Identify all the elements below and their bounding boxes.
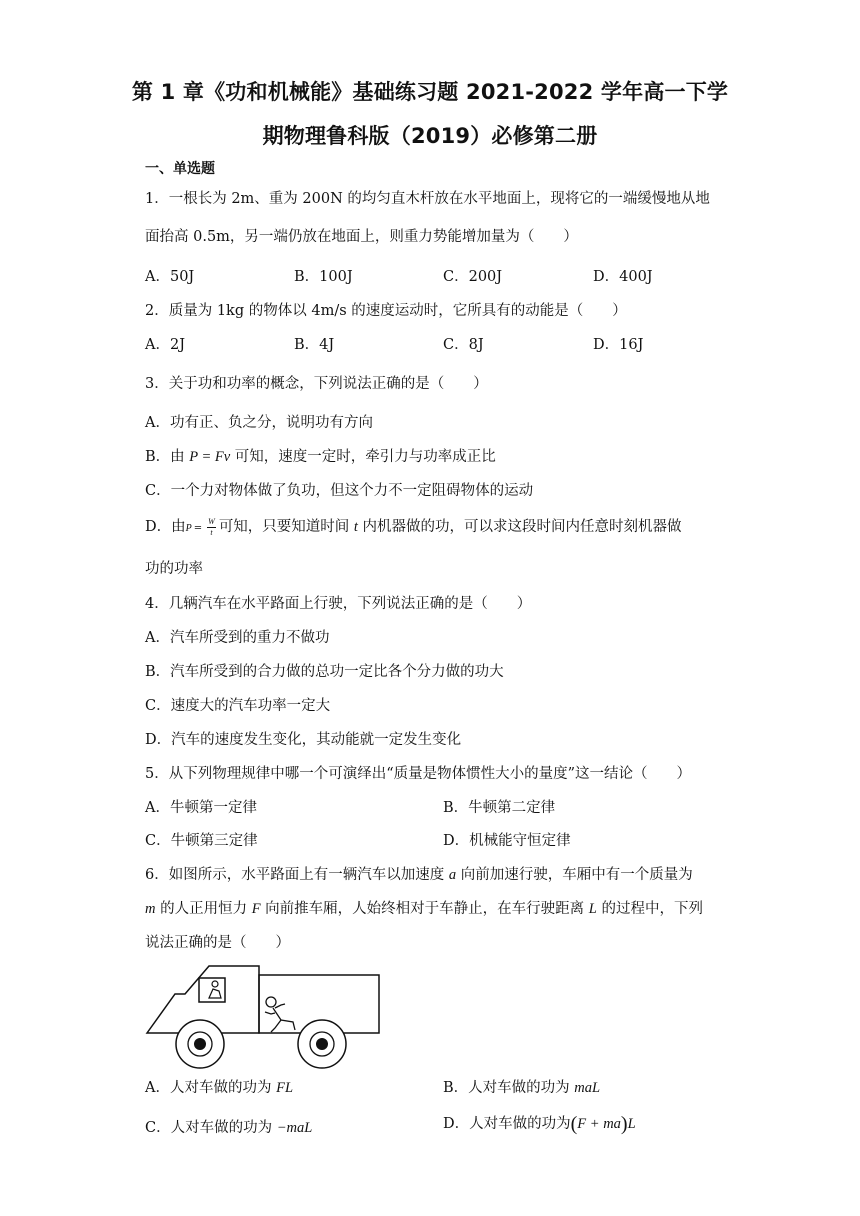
q3-option-d-prefix: D．由 [145, 519, 186, 535]
q3-option-d-fraction-numerator: W [208, 516, 215, 526]
truck-figure [143, 958, 383, 1088]
q6-option-d-close-paren: ) [620, 1113, 628, 1135]
q6-var-m: m [145, 901, 156, 917]
q6-option-d-open-paren: ( [570, 1113, 578, 1135]
front-wheel [176, 1020, 224, 1068]
q6-stem-1a: 6．如图所示，水平路面上有一辆汽车以加速度 [145, 867, 449, 883]
q5-option-a: A．牛顿第一定律 [145, 800, 257, 816]
q6-var-f: F [251, 901, 261, 917]
document-title-line-1: 第 1 章《功和机械能》基础练习题 2021-2022 学年高一下学 [131, 80, 729, 104]
q3-option-a: A．功有正、负之分，说明功有方向 [145, 415, 373, 431]
q6-option-d-math-inner: F + ma [577, 1116, 621, 1132]
q5-option-c: C．牛顿第三定律 [145, 833, 258, 849]
q4-option-c: C．速度大的汽车功率一定大 [145, 698, 331, 714]
q3-option-d-line-1 [145, 515, 682, 538]
q2-stem: 2．质量为 1kg 的物体以 4m/s 的速度运动时，它所具有的动能是（ ） [145, 303, 627, 319]
q6-option-c [145, 1116, 312, 1137]
q2-option-c: C．8J [443, 337, 484, 353]
q1-option-a: A．50J [145, 269, 195, 285]
q3-option-b [145, 445, 496, 466]
rear-wheel [298, 1020, 346, 1068]
q6-var-a: a [448, 867, 457, 883]
q1-option-c: C．200J [443, 269, 503, 285]
driver-icon [209, 981, 221, 998]
q3-option-b-suffix: 可知，速度一定时，牵引力与功率成正比 [230, 449, 496, 465]
q6-stem-1b: 向前加速行驶，车厢中有一个质量为 [456, 867, 693, 883]
q4-stem: 4．几辆汽车在水平路面上行驶，下列说法正确的是（ ） [145, 596, 532, 612]
q6-option-c-math: −maL [276, 1120, 313, 1136]
q1-stem-line-2: 面抬高 0.5m，另一端仍放在地面上，则重力势能增加量为（ ） [145, 229, 578, 245]
q3-option-d-fraction-denominator: t [210, 527, 213, 537]
section-heading: 一、单选题 [145, 161, 215, 177]
q6-option-b [443, 1076, 600, 1097]
document-title-line-2: 期物理鲁科版（2019）必修第二册 [262, 124, 598, 148]
q6-option-d [443, 1112, 636, 1136]
pushing-person-icon [265, 997, 295, 1032]
q3-option-d-mid-2: 内机器做的功，可以求这段时间内任意时刻机器做 [357, 519, 682, 535]
q6-stem-2a: 的人正用恒力 [155, 901, 252, 917]
q3-option-b-prefix: B．由 [145, 449, 190, 465]
q2-option-d: D．16J [593, 337, 644, 353]
q3-option-c: C．一个力对物体做了负功，但这个力不一定阻碍物体的运动 [145, 483, 534, 499]
q6-stem-line-1 [145, 863, 693, 884]
q4-option-d: D．汽车的速度发生变化，其动能就一定发生变化 [145, 732, 462, 748]
truck-body [147, 966, 379, 1033]
q5-stem: 5．从下列物理规律中哪一个可演绎出“质量是物体惯性大小的量度”这一结论（ ） [145, 766, 692, 782]
q1-option-d: D．400J [593, 269, 653, 285]
q6-option-c-text: C．人对车做的功为 [145, 1120, 277, 1136]
q4-option-a: A．汽车所受到的重力不做功 [145, 630, 330, 646]
q3-stem: 3．关于功和功率的概念，下列说法正确的是（ ） [145, 376, 488, 392]
q6-option-b-math: maL [574, 1080, 601, 1096]
q5-option-d: D．机械能守恒定律 [443, 833, 571, 849]
q3-option-d-fraction [207, 517, 216, 538]
q6-option-a [145, 1076, 293, 1097]
q6-stem-2c: 的过程中，下列 [596, 901, 703, 917]
q6-stem-line-3: 说法正确的是（ ） [145, 935, 290, 951]
q6-stem-line-2 [145, 897, 703, 918]
q2-option-a: A．2J [145, 337, 186, 353]
q6-option-d-math-tail: L [627, 1116, 636, 1132]
q6-option-a-math: FL [276, 1080, 294, 1096]
q1-stem-line-1: 1．一根长为 2m、重为 200N 的均匀直木杆放在水平地面上，现将它的一端缓慢地从地 [145, 191, 710, 207]
q3-option-d-line-2: 功的功率 [145, 561, 203, 577]
q3-option-b-formula: P = Fv [189, 449, 231, 465]
q6-stem-2b: 向前推车厢，人始终相对于车静止，在车行驶距离 [260, 901, 589, 917]
q1-option-b: B．100J [294, 269, 353, 285]
q6-option-a-text: A．人对车做的功为 [145, 1080, 277, 1096]
q6-option-d-text: D．人对车做的功为 [443, 1116, 571, 1132]
q3-option-d-t: t [353, 519, 358, 535]
q3-option-d-mid-1: 可知，只要知道时间 [218, 519, 354, 535]
q6-option-b-text: B．人对车做的功为 [443, 1080, 575, 1096]
q4-option-b: B．汽车所受到的合力做的总功一定比各个分力做的功大 [145, 664, 504, 680]
q6-var-l: L [588, 901, 597, 917]
q3-option-d-formula-eq: = [193, 523, 203, 534]
q2-option-b: B．4J [294, 337, 335, 353]
q5-option-b: B．牛顿第二定律 [443, 800, 556, 816]
q3-option-d-formula-p: P [185, 523, 192, 534]
